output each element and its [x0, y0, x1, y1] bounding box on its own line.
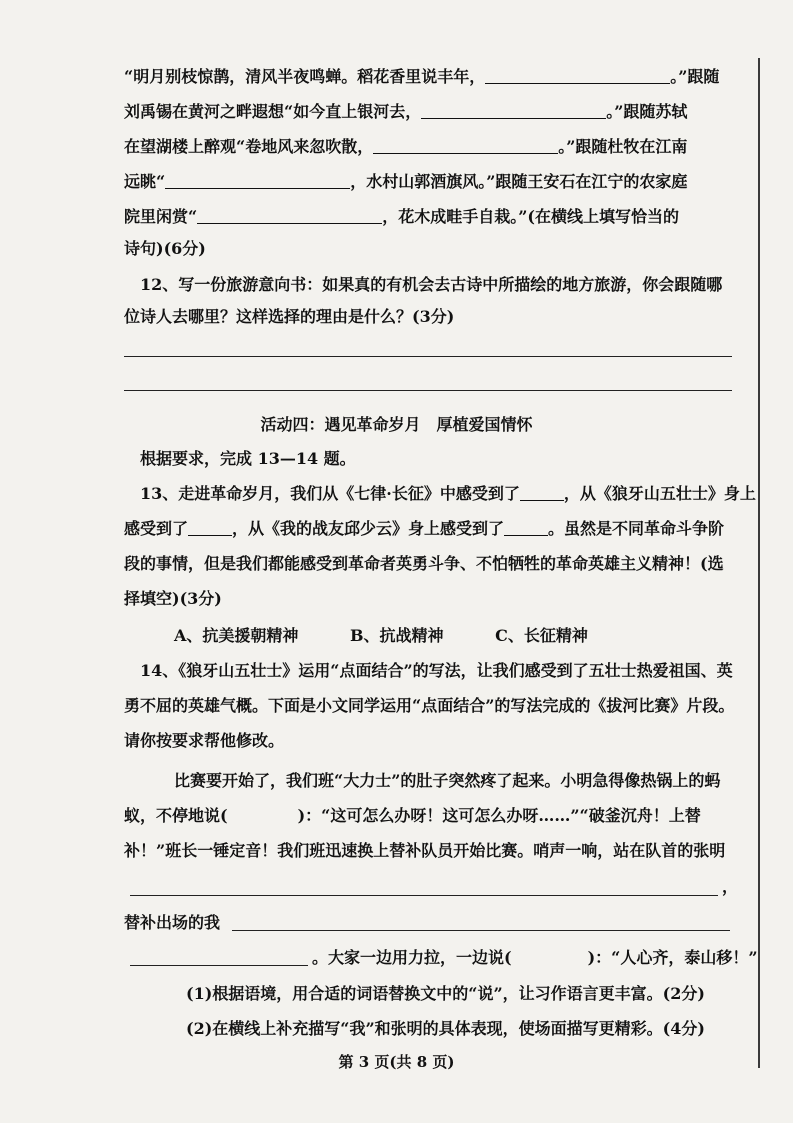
q12-line-1: 12、写一份旅游意向书：如果真的有机会去古诗中所描绘的地方旅游，你会跟随哪 — [140, 275, 723, 294]
q13-options — [174, 625, 735, 647]
answer-blank[interactable] — [421, 102, 606, 119]
poem-text: 。”跟随苏轼 — [606, 102, 688, 121]
q13-text: ，从《我的战友邱少云》身上感受到了 — [232, 519, 505, 538]
poem-line-2 — [124, 101, 735, 123]
poem-line-4 — [124, 171, 735, 193]
answer-blank[interactable] — [520, 484, 564, 501]
poem-text: 。”跟随 — [670, 67, 720, 86]
poem-text: 。”跟随杜牧在江南 — [558, 137, 688, 156]
answer-blank[interactable] — [504, 519, 548, 536]
writing-rule-1[interactable] — [130, 895, 718, 896]
passage-line-5: 替补出场的我 — [124, 913, 221, 932]
q13-line-2 — [124, 518, 735, 540]
passage-text: 蚁，不停地说( — [124, 806, 228, 825]
poem-text: ，花木成畦手自栽。”(在横线上填写恰当的 — [382, 207, 679, 226]
binding-margin-line — [758, 58, 760, 1068]
poem-line-6: 诗句)(6分) — [124, 239, 206, 258]
passage-line-1: 比赛要开始了，我们班“大力士”的肚子突然疼了起来。小明急得像热锅上的蚂 — [174, 771, 721, 790]
q14-line-2: 勇不屈的英雄气概。下面是小文同学运用“点面结合”的写法完成的《拔河比赛》片段。 — [124, 696, 735, 715]
passage-line-2 — [124, 805, 735, 827]
q13-text: 。虽然是不同革命斗争阶 — [548, 519, 725, 538]
q13-line-1 — [140, 483, 756, 505]
passage-text: )：“这可怎么办呀！这可怎么办呀……”“破釜沉舟！上替 — [297, 806, 701, 825]
passage-comma: ， — [722, 877, 739, 896]
q14-subquestion-1: (1)根据语境，用合适的词语替换文中的“说”，让习作语言更丰富。(2分) — [186, 984, 705, 1003]
poem-text: 刘禹锡在黄河之畔遐想“如今直上银河去， — [124, 102, 422, 121]
answer-blank[interactable] — [188, 519, 232, 536]
q14-line-3: 请你按要求帮他修改。 — [124, 731, 285, 750]
poem-text: ，水村山郭酒旗风。”跟随王安石在江宁的农家庭 — [350, 172, 688, 191]
answer-blank[interactable] — [165, 172, 350, 189]
poem-text: 在望湖楼上醉观“卷地风来忽吹散， — [124, 137, 374, 156]
activity-intro: 根据要求，完成 13—14 题。 — [140, 449, 356, 468]
activity-heading: 活动四：遇见革命岁月 厚植爱国情怀 — [260, 415, 533, 434]
option-b: B、抗战精神 — [350, 626, 444, 645]
answer-blank[interactable] — [197, 207, 382, 224]
q13-text: 13、走进革命岁月，我们从《七律·长征》中感受到了 — [140, 484, 520, 503]
q13-line-3: 段的事情，但是我们都能感受到革命者英勇斗争、不怕牺牲的革命英雄主义精神！(选 — [124, 554, 724, 573]
q13-text: ，从《狼牙山五壮士》身上 — [563, 484, 756, 503]
answer-blank[interactable] — [373, 137, 558, 154]
option-c: C、长征精神 — [495, 626, 588, 645]
poem-text: 院里闲赏“ — [124, 207, 198, 226]
poem-line-5 — [124, 206, 735, 228]
answer-rule-2[interactable] — [124, 390, 732, 391]
passage-line-3: 补！”班长一锤定音！我们班迅速换上替补队员开始比赛。哨声一响，站在队首的张明 — [124, 841, 726, 860]
passage-line-6 — [312, 947, 758, 969]
passage-text: )：“人心齐，泰山移！” — [587, 948, 758, 967]
option-a: A、抗美援朝精神 — [174, 626, 299, 645]
q13-line-4: 择填空)(3分) — [124, 589, 222, 608]
q14-subquestion-2: (2)在横线上补充描写“我”和张明的具体表现，使场面描写更精彩。(4分) — [186, 1019, 705, 1038]
answer-rule-1[interactable] — [124, 356, 732, 357]
q13-text: 感受到了 — [124, 519, 189, 538]
poem-line-3 — [124, 136, 735, 158]
writing-rule-2[interactable] — [232, 930, 730, 931]
poem-text: “明月别枝惊鹊，清风半夜鸣蝉。稻花香里说丰年， — [124, 67, 486, 86]
q14-line-1: 14、《狼牙山五壮士》运用“点面结合”的写法，让我们感受到了五壮士热爱祖国、英 — [140, 661, 733, 680]
poem-line-1 — [124, 66, 735, 88]
page-footer: 第 3 页(共 8 页) — [338, 1053, 455, 1071]
q12-line-2: 位诗人去哪里？这样选择的理由是什么？(3分) — [124, 307, 455, 326]
poem-text: 远眺“ — [124, 172, 166, 191]
answer-blank[interactable] — [485, 67, 670, 84]
writing-rule-3[interactable] — [130, 965, 308, 966]
passage-text: 。大家一边用力拉，一边说( — [312, 948, 512, 967]
